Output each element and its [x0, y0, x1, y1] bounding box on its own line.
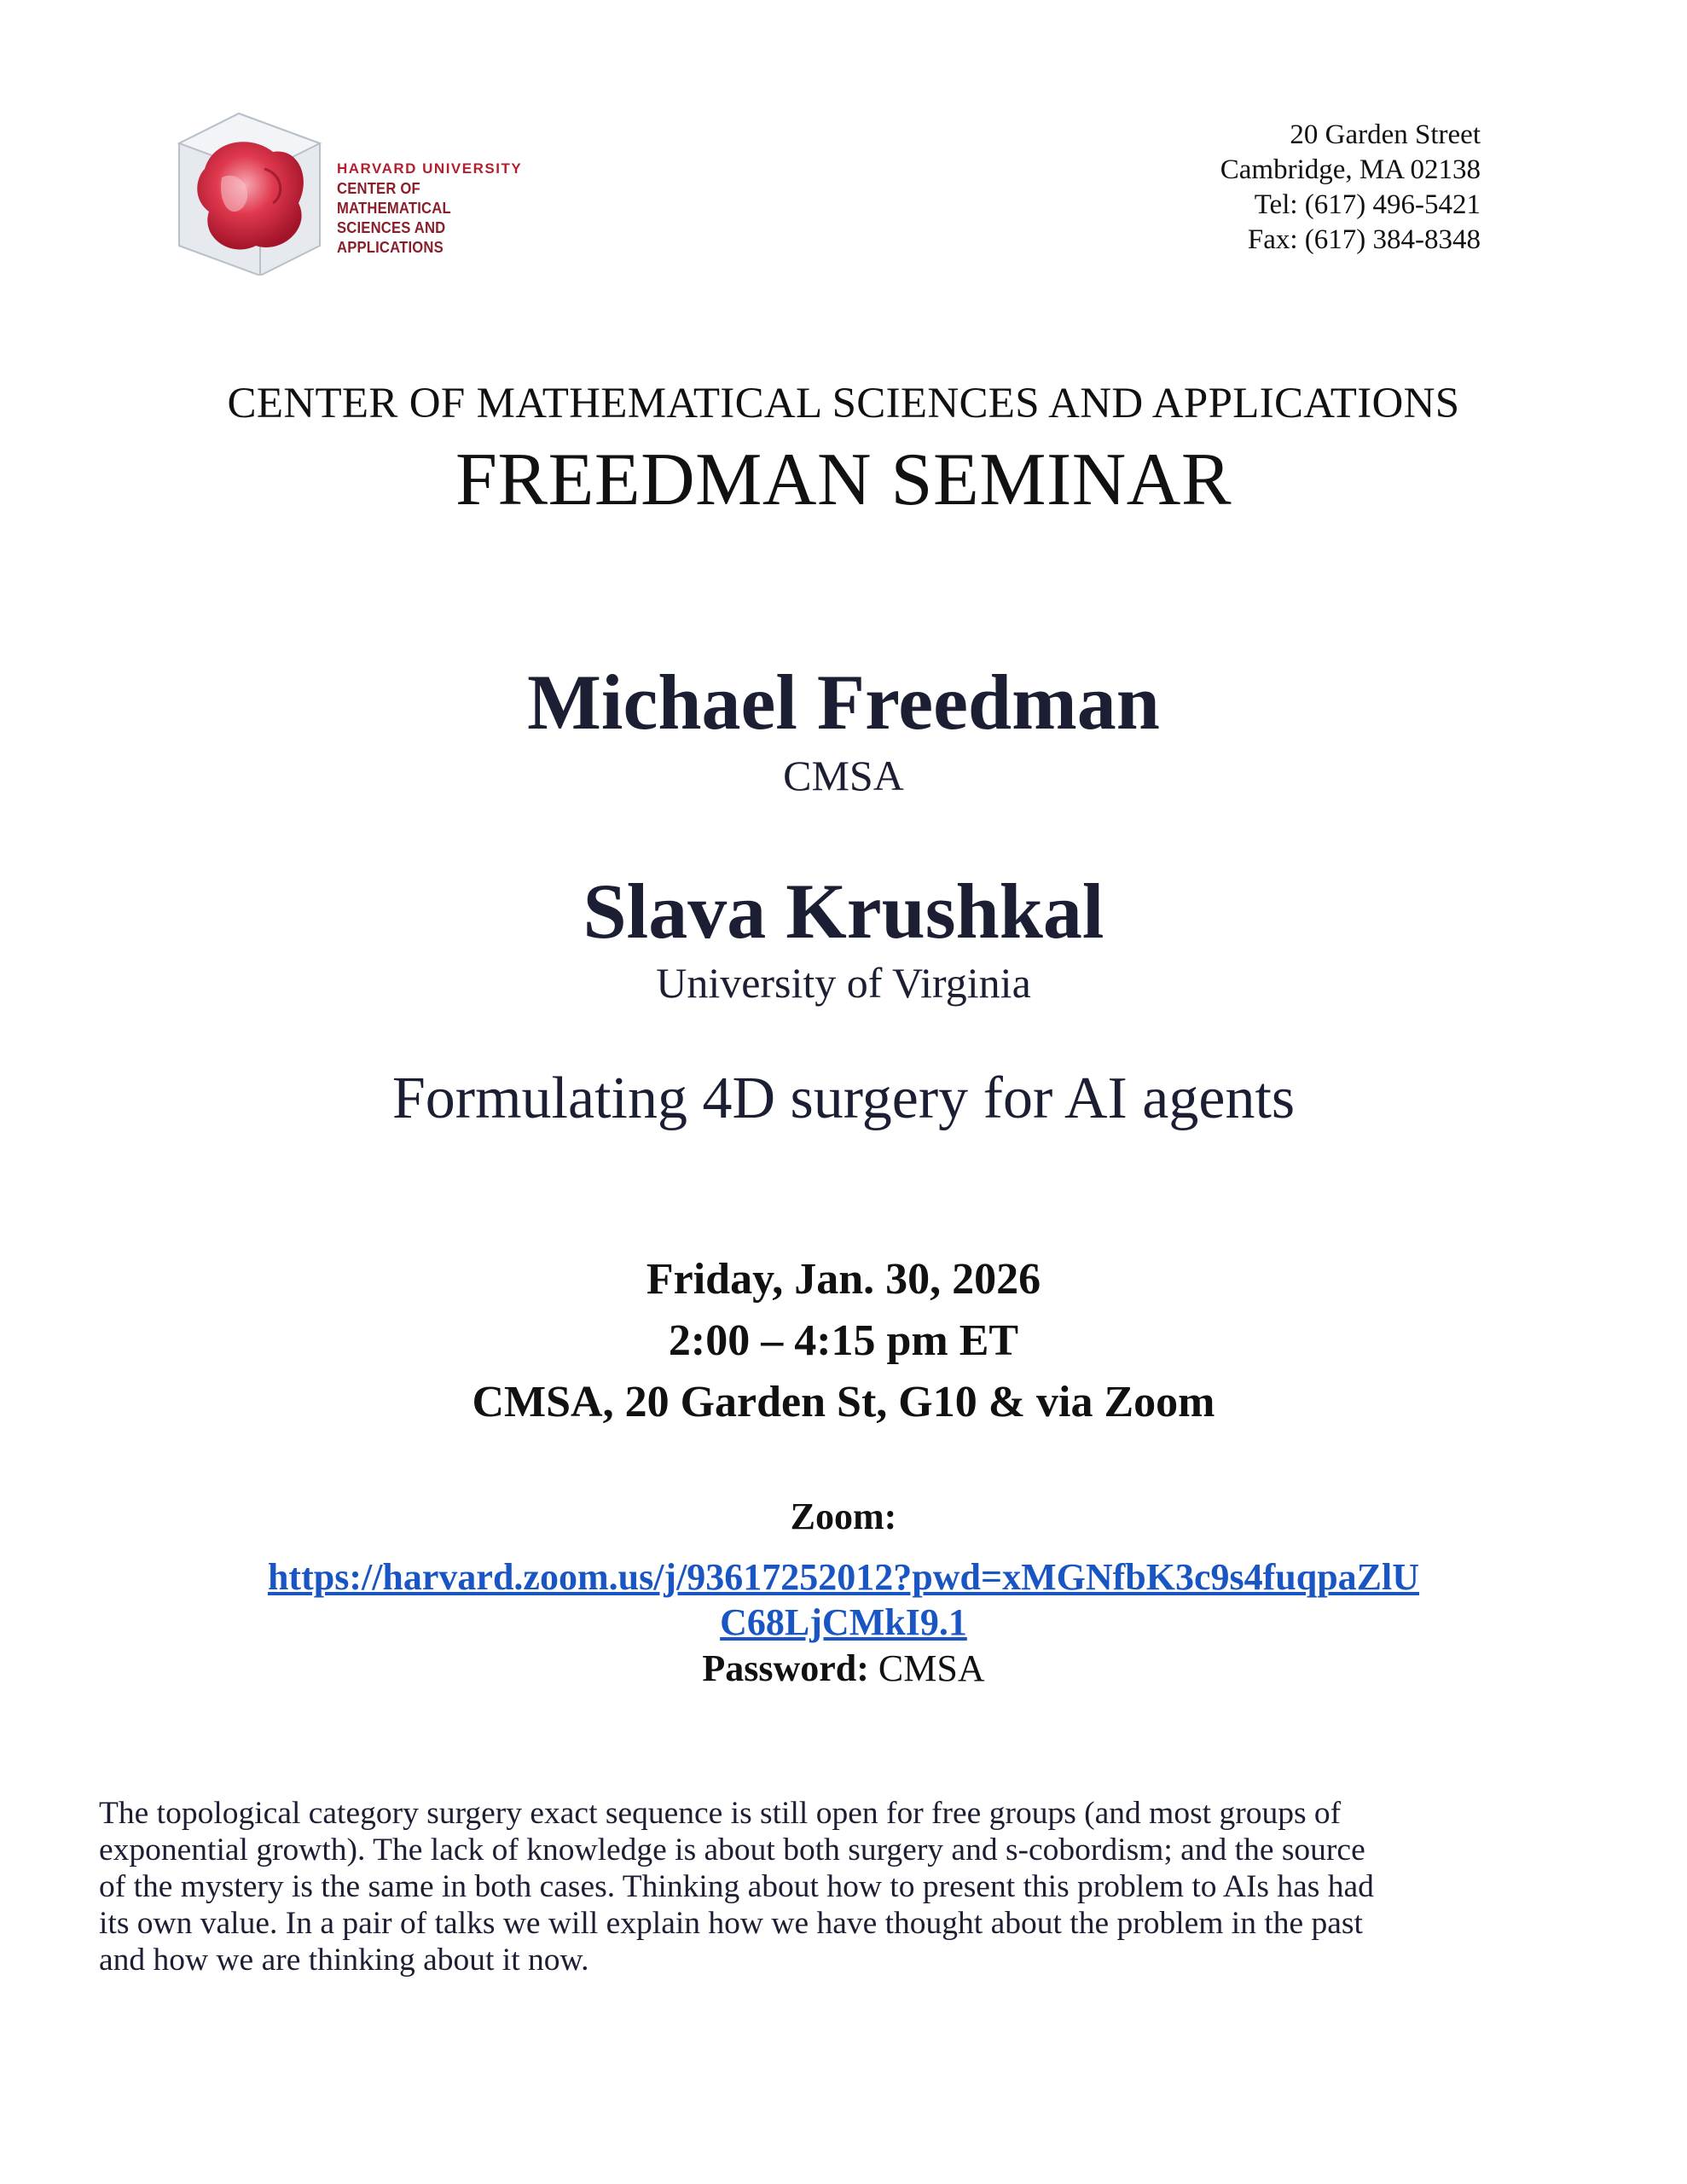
- speaker-name-2: Slava Krushkal: [583, 868, 1104, 955]
- logo-line-sciences: SCIENCES AND APPLICATIONS: [337, 218, 446, 256]
- address-tel: Tel: (617) 496-5421: [1254, 189, 1481, 220]
- zoom-link-line-2[interactable]: C68LjCMkI9.1: [720, 1601, 967, 1643]
- abstract-line: of the mystery is the same in both cases. Thinking about how to present this problem to AIs has had: [99, 1869, 1374, 1904]
- logo-wordmark: [337, 159, 546, 257]
- logo-line-center: CENTER OF MATHEMATICAL: [337, 179, 451, 217]
- speaker-name-1: Michael Freedman: [527, 659, 1160, 746]
- password-value: CMSA: [878, 1647, 985, 1689]
- abstract: [99, 1795, 1600, 1978]
- event-location: CMSA, 20 Garden St, G10 & via Zoom: [472, 1378, 1215, 1426]
- address-block: [1220, 118, 1481, 258]
- zoom-link-line-1[interactable]: https://harvard.zoom.us/j/93617252012?pwd=xMGNfbK3c9s4fuqpaZlU: [267, 1556, 1420, 1598]
- seminar-title: FREEDMAN SEMINAR: [455, 439, 1232, 521]
- password-label: Password:: [702, 1647, 869, 1689]
- speaker-affiliation-1: CMSA: [783, 752, 904, 799]
- address-street: 20 Garden Street: [1290, 119, 1481, 150]
- zoom-password: [0, 1647, 1687, 1690]
- abstract-line: its own value. In a pair of talks we will explain how we have thought about the problem in the past: [99, 1906, 1363, 1941]
- talk-title: Formulating 4D surgery for AI agents: [391, 1066, 1296, 1131]
- organization-heading: CENTER OF MATHEMATICAL SCIENCES AND APPLICATIONS: [227, 380, 1460, 427]
- address-fax: Fax: (617) 384-8348: [1247, 224, 1481, 255]
- logo-line-university: HARVARD UNIVERSITY: [337, 160, 523, 177]
- event-time: 2:00 – 4:15 pm ET: [668, 1316, 1019, 1365]
- speaker-affiliation-2: University of Virginia: [656, 959, 1031, 1007]
- abstract-line: exponential growth). The lack of knowledge is about both surgery and s-cobordism; and the source: [99, 1833, 1365, 1867]
- abstract-line: The topological category surgery exact sequence is still open for free groups (and most groups of: [99, 1796, 1342, 1831]
- cmsa-cube-emblem: [171, 109, 333, 276]
- cmsa-logo: [171, 109, 546, 276]
- address-city: Cambridge, MA 02138: [1220, 154, 1481, 185]
- event-date: Friday, Jan. 30, 2026: [646, 1255, 1041, 1304]
- zoom-label: Zoom:: [790, 1496, 897, 1537]
- abstract-line: and how we are thinking about it now.: [99, 1943, 589, 1978]
- zoom-link[interactable]: [0, 1554, 1687, 1645]
